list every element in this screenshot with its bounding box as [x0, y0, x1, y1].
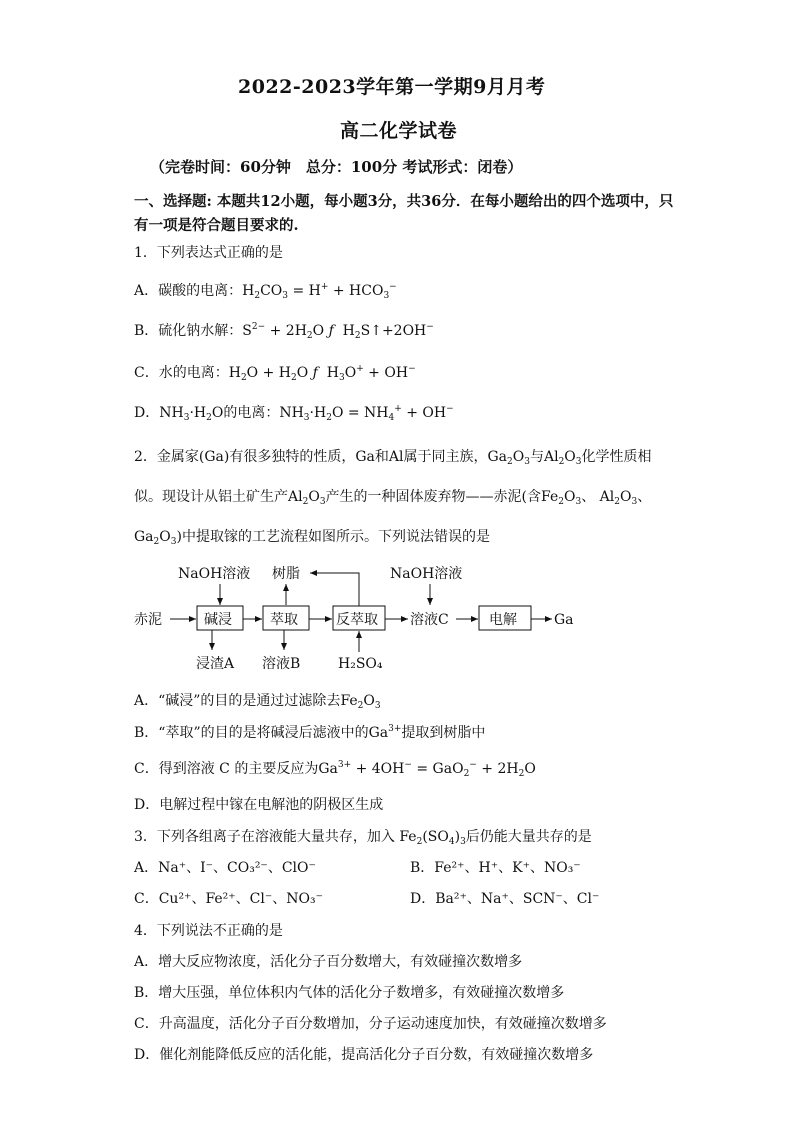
flow-acid: H₂SO₄: [338, 656, 383, 672]
q2-line1-post: 化学性质相: [581, 449, 652, 465]
q1-d-label2: 的电离：: [223, 405, 280, 421]
flow-product-c: 溶液C: [410, 612, 449, 628]
q1-a-label: A．碳酸的电离：: [134, 283, 243, 299]
q1-b-label: B．硫化钠水解：: [134, 323, 243, 339]
section-heading-line1: 一、选择题: 本题共12小题，每小题3分，共36分．在每小题给出的四个选项中，只: [134, 193, 674, 210]
q2-line2-b: 产生的一种固体废弃物——赤泥(含: [325, 489, 542, 505]
q4-stem: 4．下列说法不正确的是: [134, 923, 283, 939]
q3-stem-post: 后仍能大量共存的是: [465, 829, 592, 845]
q3-option-d: D．Ba²⁺、Na⁺、SCN⁻、Cl⁻: [410, 891, 600, 907]
q3-option-b: B．Fe²⁺、H⁺、K⁺、NO₃⁻: [410, 860, 581, 876]
q2-c-text: C．得到溶液 C 的主要反应为: [134, 761, 319, 777]
q2-option-b: B．“萃取”的目的是将碱浸后滤液中的$Ga^{3+}$提取到树脂中: [134, 724, 486, 741]
q1-d-equation: $NH_3\cdot H_2O = NH_4^+ + OH^-$: [279, 404, 454, 423]
q2-b-text2: 提取到树脂中: [401, 725, 486, 741]
process-flow-diagram: [134, 560, 614, 680]
q2-c-formula: $Ga^{3+} + 4OH^- = GaO_2^- + 2H_2O$: [318, 760, 536, 779]
q4-option-c: C．升高温度，活化分子百分数增加，分子运动速度加快，有效碰撞次数增多: [134, 1016, 607, 1032]
exam-title: 2022-2023学年第一学期9月月考: [238, 76, 546, 98]
q1-d-label: D．: [134, 405, 160, 421]
q1-a-formula: $H_2CO_3 = H^+ + HCO_3^-$: [242, 282, 397, 301]
section-heading-line2: 有一项是符合题目要求的.: [134, 217, 299, 234]
q2-option-d: D．电解过程中镓在电解池的阴极区生成: [134, 797, 384, 813]
q3-stem-pre: 3．下列各组离子在溶液能大量共存，加入 Fe: [134, 829, 417, 845]
q2-line3: [134, 526, 490, 547]
flow-step2: 萃取: [270, 612, 298, 628]
q1-c-label: C．水的电离：: [134, 365, 229, 381]
q2-line2-formula: $Fe_2O_3$、 $Al_2O_3$、: [541, 489, 652, 507]
q1-option-a: [134, 280, 397, 301]
flow-step1: 碱浸: [204, 612, 232, 628]
q2-line3-text: 中提取镓的工艺流程如图所示。下列说法错误的是: [181, 529, 490, 545]
q1-d-formula: $NH_3\cdot H_2O$: [159, 405, 224, 423]
q1-stem: 1．下列表达式正确的是: [134, 245, 283, 261]
q2-a-text: A．“碱浸”的目的是通过过滤除去: [134, 693, 341, 709]
q2-line2: 似。现设计从铝土矿生产$Al_2O_3$产生的一种固体废弃物——赤泥(含$Fe_2O_3$、 $Al_2O_3$、: [134, 489, 652, 507]
q2-line1-pre: 2．金属家(Ga)有很多独特的性质，Ga和Al属于同主族，: [134, 449, 488, 465]
flow-start: 赤泥: [134, 612, 162, 628]
q4-option-d: D．催化剂能降低反应的活化能，提高活化分子百分数，有效碰撞次数增多: [134, 1047, 594, 1063]
q1-option-d: [134, 402, 454, 423]
q1-option-c: [134, 362, 416, 383]
q3-option-a: A．Na⁺、I⁻、CO₃²⁻、ClO⁻: [134, 860, 316, 876]
q2-a-formula: $Fe_2O_3$: [340, 693, 381, 711]
q2-line2-a: 似。现设计从铝土矿生产Al: [134, 489, 303, 505]
q1-c-formula: $H_2O + H_2O$ ƒ $H_3O^+ + OH^-$: [228, 364, 416, 383]
q2-b-text: B．“萃取”的目的是将碱浸后滤液中的Ga: [134, 725, 389, 741]
q2-line3-formula: $Ga_2O_3$): [134, 529, 182, 547]
flow-step4: 电解: [489, 612, 517, 628]
q3-stem: 3．下列各组离子在溶液能大量共存，加入 $Fe_2(SO_4)_3$后仍能大量共存的是: [134, 829, 592, 847]
flow-arrow-resin-recycle: [310, 573, 359, 606]
q2-line1-formula: $Ga_2O_3$与$Al_2O_3$: [487, 449, 582, 467]
flow-residue-a: 浸渣A: [196, 656, 235, 672]
q2-line1: [134, 446, 652, 467]
flow-reagent1: NaOH溶液: [178, 566, 251, 582]
exam-subtitle: 高二化学试卷: [340, 120, 458, 142]
flow-final: Ga: [554, 612, 574, 628]
q4-option-a: A．增大反应物浓度，活化分子百分数增大，有效碰撞次数增多: [134, 954, 523, 970]
flow-step3: 反萃取: [336, 612, 378, 628]
flow-reagent2: NaOH溶液: [390, 566, 463, 582]
q2-option-c: [134, 758, 536, 779]
flow-resin: 树脂: [272, 566, 300, 582]
exam-info: （完卷时间：60分钟 总分：100分 考试形式：闭卷）: [150, 158, 523, 176]
q4-option-b: B．增大压强，单位体积内气体的活化分子数增多，有效碰撞次数增多: [134, 985, 565, 1001]
flow-solution-b: 溶液B: [262, 656, 301, 672]
q2-option-a: [134, 690, 381, 711]
q1-option-b: [134, 320, 434, 341]
q1-b-formula: $S^{2-} + 2H_2O$ ƒ $H_2S↑+2OH^-$: [242, 322, 434, 341]
q3-option-c: C．Cu²⁺、Fe²⁺、Cl⁻、NO₃⁻: [134, 891, 323, 907]
